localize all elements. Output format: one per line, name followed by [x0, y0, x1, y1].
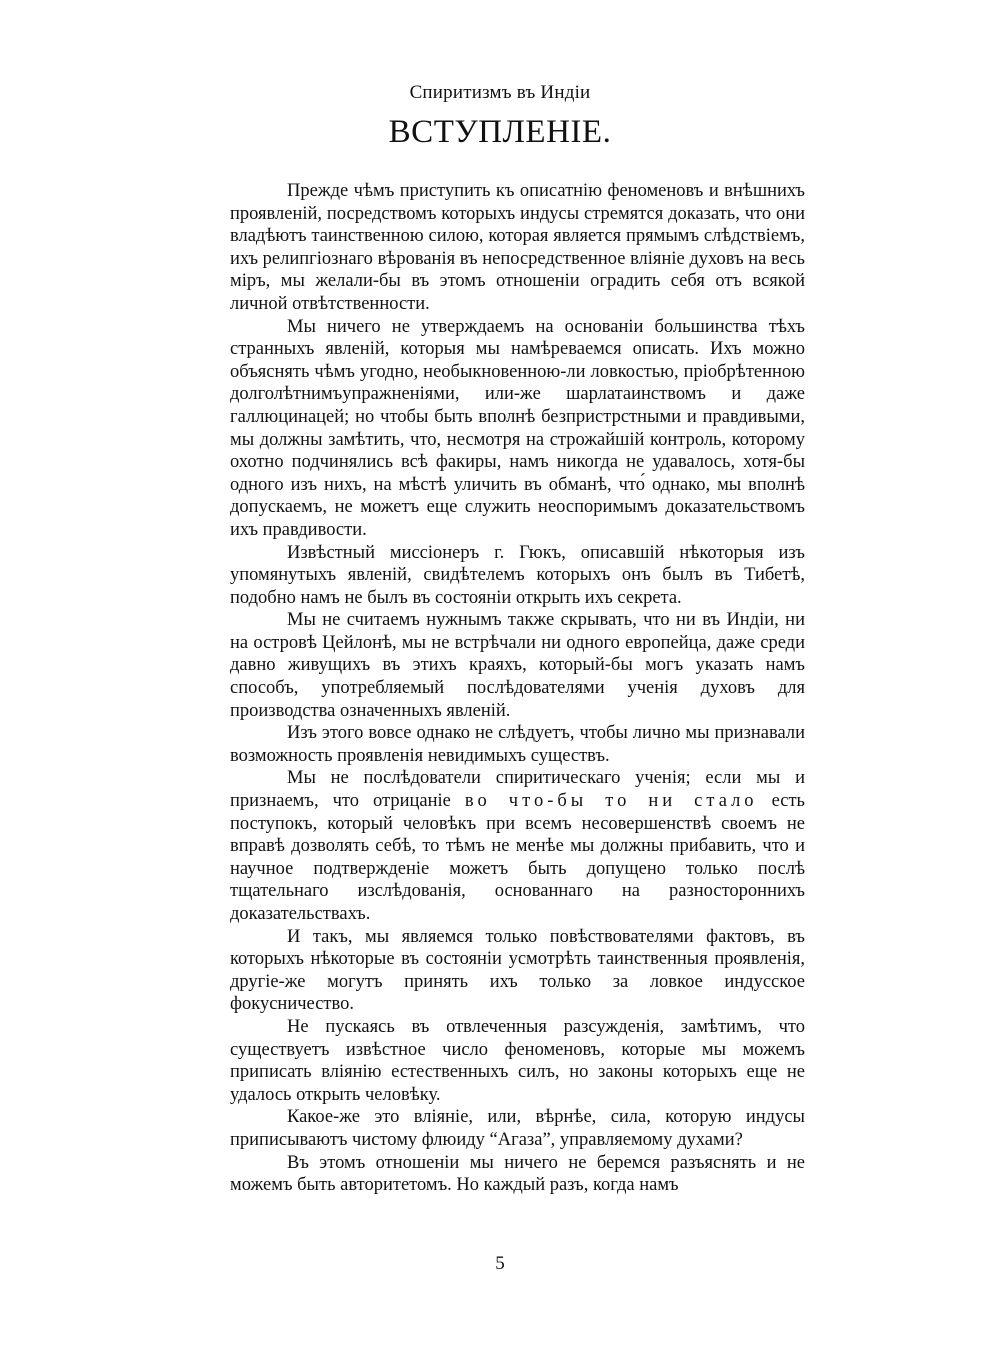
paragraph	[230, 767, 805, 925]
paragraph: Мы ничего не утверждаемъ на основаніи большинства тѣхъ странныхъ явленій, которыя мы намѣреваемся описать. Ихъ можно объяснять чѣмъ угодно, необыкновенною-ли ловкостью, пріобрѣтенною долголѣтнимъупражненіями, или-же шарлатаинствомъ и даже галлюцинацей; но чтобы быть вполнѣ безпристрстными и правдивыми, мы должны замѣтить, что, несмотря на строжайшій контроль, которому охотно подчинялись всѣ факиры, намъ никогда не удавалось, хотя-бы одного изъ нихъ, на мѣстѣ уличить въ обманѣ, что́ однако, мы вполнѣ допускаемъ, не можетъ еще служить неоспоримымъ доказательствомъ ихъ правдивости.	[230, 316, 805, 540]
chapter-title: ВСТУПЛЕНІЕ.	[388, 114, 612, 150]
body-text	[230, 180, 805, 1197]
paragraph: Какое-же это вліяніе, или, вѣрнѣе, сила, которую индусы приписываютъ чистому флюиду “Агаза”, управляемому духами?	[230, 1107, 805, 1150]
page-number: 5	[495, 1253, 505, 1274]
spaced-emphasis: во что-бы то ни стало	[464, 791, 758, 812]
paragraph: Мы не считаемъ нужнымъ также скрывать, что ни въ Индіи, ни на островѣ Цейлонѣ, мы не встрѣчали ни одного европейца, даже среди давно живущихъ въ этихъ краяхъ, который-бы могъ указать намъ способъ, употребляемый послѣдователями ученія духовъ для производства означенныхъ явленій.	[230, 610, 805, 721]
paragraph: Въ этомъ отношеніи мы ничего не беремся разъяснять и не можемъ быть авторитетомъ. Но каждый разъ, когда намъ	[230, 1152, 805, 1196]
paragraph-text: Мы не послѣдователи спиритическаго ученія; если мы и признаемъ, что отрицаніе	[230, 768, 805, 812]
paragraph: Прежде чѣмъ приступить къ описатнію феноменовъ и внѣшнихъ проявленій, посредствомъ которыхъ индусы стремятся доказать, что они владѣютъ таинственною силою, которая является прямымъ слѣдствіемъ, ихъ релипгіознаго вѣрованія въ непосредственное вліяніе духовъ на весь міръ, мы желали-бы въ этомъ отношеніи оградить себя отъ всякой личной отвѣтственности.	[230, 181, 805, 314]
running-head: Спиритизмъ въ Индіи	[409, 82, 591, 103]
paragraph: И такъ, мы являемся только повѣствователями фактовъ, въ которыхъ нѣкоторые въ состояніи усмотрѣть таинственныя проявленія, другіе-же могутъ принять ихъ только за ловкое индусское фокусничество.	[230, 926, 805, 1015]
paragraph: Извѣстный миссіонеръ г. Гюкъ, описавшій нѣкоторыя изъ упомянутыхъ явленій, свидѣтелемъ которыхъ онъ былъ въ Тибетѣ, подобно намъ не былъ въ состояніи открыть ихъ секрета.	[230, 542, 805, 608]
paragraph-text: есть поступокъ, который человѣкъ при всемъ несовершенствѣ своемъ не вправѣ дозволять себѣ, то тѣмъ не менѣе мы должны прибавить, что и научное подтвержденіе можетъ быть допущено только послѣ тщательнаго изслѣдованія, основаннаго на разностороннихъ доказательствахъ.	[230, 791, 805, 924]
paragraph: Не пускаясь въ отвлеченныя разсужденія, замѣтимъ, что существуетъ извѣстное число феноменовъ, которые мы можемъ приписать вліянію естественныхъ силъ, но законы которыхъ еще не удалось открыть человѣку.	[230, 1016, 805, 1105]
paragraph: Изъ этого вовсе однако не слѣдуетъ, чтобы лично мы признавали возможность проявленія невидимыхъ существъ.	[230, 723, 805, 766]
